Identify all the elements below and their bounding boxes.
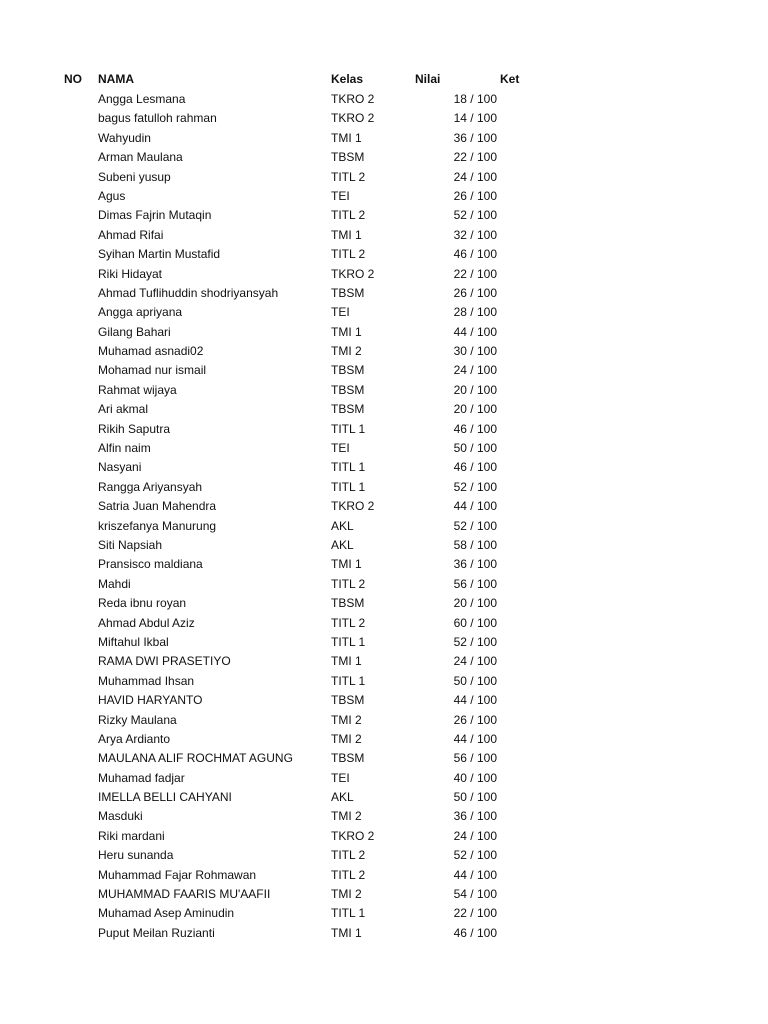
table-row bbox=[0, 400, 768, 419]
cell-nilai: 52 / 100 bbox=[453, 848, 497, 863]
table-row bbox=[0, 769, 768, 788]
table-row bbox=[0, 478, 768, 497]
table-row bbox=[0, 226, 768, 245]
cell-nama: Riki mardani bbox=[98, 828, 165, 843]
cell-nama: Subeni yusup bbox=[98, 169, 171, 184]
table-row bbox=[0, 323, 768, 342]
cell-nama: Siti Napsiah bbox=[98, 537, 163, 552]
cell-nilai: 40 / 100 bbox=[453, 770, 497, 785]
cell-kelas: TITL 1 bbox=[331, 906, 366, 921]
table-row bbox=[0, 924, 768, 943]
cell-kelas: TMI 1 bbox=[331, 324, 362, 339]
cell-nilai: 60 / 100 bbox=[453, 615, 497, 630]
cell-nilai: 22 / 100 bbox=[453, 150, 497, 165]
cell-nilai: 36 / 100 bbox=[453, 130, 497, 145]
cell-nama: Masduki bbox=[98, 809, 143, 824]
table-row bbox=[0, 536, 768, 555]
table-row bbox=[0, 827, 768, 846]
cell-nilai: 14 / 100 bbox=[453, 111, 497, 126]
cell-kelas: TEI bbox=[331, 305, 350, 320]
table-row bbox=[0, 555, 768, 574]
table-row bbox=[0, 594, 768, 613]
table-body bbox=[0, 90, 768, 943]
cell-nama: Agus bbox=[98, 188, 126, 203]
cell-nilai: 50 / 100 bbox=[453, 441, 497, 456]
cell-nilai: 44 / 100 bbox=[453, 867, 497, 882]
cell-nama: Mahdi bbox=[98, 576, 131, 591]
cell-nama: Arman Maulana bbox=[98, 150, 183, 165]
cell-nilai: 20 / 100 bbox=[453, 402, 497, 417]
cell-nama: Gilang Bahari bbox=[98, 324, 171, 339]
cell-kelas: TITL 1 bbox=[331, 460, 366, 475]
cell-nilai: 52 / 100 bbox=[453, 208, 497, 223]
cell-nama: RAMA DWI PRASETIYO bbox=[98, 654, 231, 669]
cell-nilai: 56 / 100 bbox=[453, 751, 497, 766]
cell-nama: Mohamad nur ismail bbox=[98, 363, 207, 378]
header-nama: NAMA bbox=[98, 72, 134, 86]
cell-nilai: 28 / 100 bbox=[453, 305, 497, 320]
table-row bbox=[0, 303, 768, 322]
cell-kelas: TEI bbox=[331, 441, 350, 456]
table-row bbox=[0, 730, 768, 749]
cell-nama: Arya Ardianto bbox=[98, 731, 171, 746]
cell-nama: Dimas Fajrin Mutaqin bbox=[98, 208, 212, 223]
table-row bbox=[0, 575, 768, 594]
table-row bbox=[0, 342, 768, 361]
cell-nama: Puput Meilan Ruzianti bbox=[98, 925, 215, 940]
cell-nama: Pransisco maldiana bbox=[98, 557, 203, 572]
header-nilai: Nilai bbox=[415, 72, 441, 86]
cell-kelas: TBSM bbox=[331, 150, 365, 165]
cell-nilai: 54 / 100 bbox=[453, 887, 497, 902]
table-row bbox=[0, 633, 768, 652]
cell-kelas: TBSM bbox=[331, 751, 365, 766]
cell-kelas: TBSM bbox=[331, 693, 365, 708]
cell-nilai: 24 / 100 bbox=[453, 828, 497, 843]
cell-nilai: 44 / 100 bbox=[453, 324, 497, 339]
cell-kelas: TITL 2 bbox=[331, 169, 366, 184]
cell-kelas: TMI 2 bbox=[331, 731, 362, 746]
cell-nama: Wahyudin bbox=[98, 130, 151, 145]
cell-nama: Rangga Ariyansyah bbox=[98, 479, 203, 494]
cell-kelas: TMI 1 bbox=[331, 925, 362, 940]
cell-kelas: TEI bbox=[331, 188, 350, 203]
cell-nama: Reda ibnu royan bbox=[98, 596, 187, 611]
cell-nilai: 18 / 100 bbox=[453, 92, 497, 106]
cell-nilai: 46 / 100 bbox=[453, 925, 497, 940]
cell-kelas: TKRO 2 bbox=[331, 111, 375, 126]
table-row bbox=[0, 749, 768, 768]
cell-kelas: TITL 2 bbox=[331, 848, 366, 863]
cell-nilai: 20 / 100 bbox=[453, 596, 497, 611]
cell-nama: Muhamad Asep Aminudin bbox=[98, 906, 235, 921]
cell-nama: Satria Juan Mahendra bbox=[98, 499, 217, 514]
header-ket: Ket bbox=[500, 72, 520, 86]
cell-nilai: 30 / 100 bbox=[453, 344, 497, 359]
table-header-row bbox=[0, 70, 768, 89]
cell-nilai: 52 / 100 bbox=[453, 518, 497, 533]
cell-nama: Ahmad Rifai bbox=[98, 227, 164, 242]
cell-nilai: 24 / 100 bbox=[453, 363, 497, 378]
cell-kelas: TBSM bbox=[331, 402, 365, 417]
cell-nilai: 46 / 100 bbox=[453, 421, 497, 436]
cell-nama: Muhammad Ihsan bbox=[98, 673, 195, 688]
cell-nilai: 36 / 100 bbox=[453, 557, 497, 572]
cell-nama: Nasyani bbox=[98, 460, 142, 475]
cell-nilai: 52 / 100 bbox=[453, 479, 497, 494]
cell-nama: Rahmat wijaya bbox=[98, 382, 177, 397]
cell-kelas: TITL 1 bbox=[331, 673, 366, 688]
table-row bbox=[0, 711, 768, 730]
cell-nilai: 58 / 100 bbox=[453, 537, 497, 552]
cell-kelas: TMI 2 bbox=[331, 712, 362, 727]
cell-nama: Rikih Saputra bbox=[98, 421, 171, 436]
cell-nilai: 52 / 100 bbox=[453, 634, 497, 649]
cell-nama: Ahmad Abdul Aziz bbox=[98, 615, 195, 630]
table-row bbox=[0, 497, 768, 516]
cell-kelas: AKL bbox=[331, 537, 354, 552]
table-row bbox=[0, 168, 768, 187]
cell-nama: kriszefanya Manurung bbox=[98, 518, 217, 533]
cell-nama: Syihan Martin Mustafid bbox=[98, 247, 221, 262]
cell-nilai: 50 / 100 bbox=[453, 790, 497, 805]
cell-nama: bagus fatulloh rahman bbox=[98, 111, 217, 126]
cell-kelas: TBSM bbox=[331, 363, 365, 378]
cell-nilai: 20 / 100 bbox=[453, 382, 497, 397]
cell-nama: Muhammad Fajar Rohmawan bbox=[98, 867, 257, 882]
table-row bbox=[0, 90, 768, 109]
cell-kelas: TEI bbox=[331, 770, 350, 785]
table-row bbox=[0, 691, 768, 710]
cell-nilai: 24 / 100 bbox=[453, 169, 497, 184]
cell-nilai: 26 / 100 bbox=[453, 285, 497, 300]
table-row bbox=[0, 846, 768, 865]
header-no: NO bbox=[64, 72, 82, 86]
cell-nilai: 26 / 100 bbox=[453, 188, 497, 203]
cell-nama: Angga Lesmana bbox=[98, 92, 186, 106]
cell-kelas: TITL 1 bbox=[331, 634, 366, 649]
cell-kelas: AKL bbox=[331, 790, 354, 805]
cell-kelas: TMI 1 bbox=[331, 557, 362, 572]
table-row bbox=[0, 129, 768, 148]
table-row bbox=[0, 885, 768, 904]
cell-nilai: 22 / 100 bbox=[453, 266, 497, 281]
cell-nilai: 32 / 100 bbox=[453, 227, 497, 242]
table-row bbox=[0, 866, 768, 885]
cell-nama: MUHAMMAD FAARIS MU'AAFII bbox=[98, 887, 271, 902]
cell-nilai: 24 / 100 bbox=[453, 654, 497, 669]
table-row bbox=[0, 517, 768, 536]
cell-kelas: TKRO 2 bbox=[331, 266, 375, 281]
cell-kelas: TBSM bbox=[331, 285, 365, 300]
cell-nama: Muhamad fadjar bbox=[98, 770, 185, 785]
table-row bbox=[0, 245, 768, 264]
cell-nilai: 44 / 100 bbox=[453, 731, 497, 746]
table-row bbox=[0, 807, 768, 826]
cell-nama: Ari akmal bbox=[98, 402, 149, 417]
cell-nama: Heru sunanda bbox=[98, 848, 174, 863]
table-row bbox=[0, 265, 768, 284]
header-kelas: Kelas bbox=[331, 72, 364, 86]
cell-nama: Miftahul Ikbal bbox=[98, 634, 169, 649]
cell-nama: IMELLA BELLI CAHYANI bbox=[98, 790, 232, 805]
cell-nilai: 46 / 100 bbox=[453, 247, 497, 262]
cell-kelas: TMI 2 bbox=[331, 887, 362, 902]
cell-kelas: TMI 2 bbox=[331, 344, 362, 359]
table-row bbox=[0, 614, 768, 633]
table-row bbox=[0, 652, 768, 671]
table-row bbox=[0, 439, 768, 458]
table-row bbox=[0, 458, 768, 477]
cell-kelas: AKL bbox=[331, 518, 354, 533]
cell-kelas: TITL 2 bbox=[331, 615, 366, 630]
table-row bbox=[0, 109, 768, 128]
cell-kelas: TITL 2 bbox=[331, 867, 366, 882]
cell-kelas: TITL 1 bbox=[331, 421, 366, 436]
cell-kelas: TMI 1 bbox=[331, 654, 362, 669]
cell-kelas: TITL 2 bbox=[331, 247, 366, 262]
cell-nama: Riki Hidayat bbox=[98, 266, 163, 281]
cell-kelas: TBSM bbox=[331, 382, 365, 397]
cell-nama: Alfin naim bbox=[98, 441, 151, 456]
cell-nilai: 26 / 100 bbox=[453, 712, 497, 727]
cell-kelas: TMI 1 bbox=[331, 227, 362, 242]
cell-nama: Ahmad Tuflihuddin shodriyansyah bbox=[98, 285, 279, 300]
table-row bbox=[0, 420, 768, 439]
cell-nama: Angga apriyana bbox=[98, 305, 183, 320]
table-row bbox=[0, 284, 768, 303]
table-row bbox=[0, 148, 768, 167]
cell-kelas: TITL 2 bbox=[331, 208, 366, 223]
table-row bbox=[0, 381, 768, 400]
table-row bbox=[0, 187, 768, 206]
table-row bbox=[0, 904, 768, 923]
cell-kelas: TKRO 2 bbox=[331, 92, 375, 106]
cell-nilai: 22 / 100 bbox=[453, 906, 497, 921]
cell-kelas: TMI 1 bbox=[331, 130, 362, 145]
cell-nilai: 56 / 100 bbox=[453, 576, 497, 591]
cell-nama: HAVID HARYANTO bbox=[98, 693, 203, 708]
cell-nilai: 50 / 100 bbox=[453, 673, 497, 688]
cell-nilai: 36 / 100 bbox=[453, 809, 497, 824]
table-row bbox=[0, 361, 768, 380]
cell-nama: Rizky Maulana bbox=[98, 712, 177, 727]
table-row bbox=[0, 206, 768, 225]
cell-nilai: 44 / 100 bbox=[453, 499, 497, 514]
cell-nama: Muhamad asnadi02 bbox=[98, 344, 204, 359]
cell-nilai: 44 / 100 bbox=[453, 693, 497, 708]
cell-kelas: TITL 1 bbox=[331, 479, 366, 494]
table-row bbox=[0, 788, 768, 807]
cell-nilai: 46 / 100 bbox=[453, 460, 497, 475]
cell-kelas: TITL 2 bbox=[331, 576, 366, 591]
cell-kelas: TBSM bbox=[331, 596, 365, 611]
table-row bbox=[0, 672, 768, 691]
cell-kelas: TMI 2 bbox=[331, 809, 362, 824]
cell-kelas: TKRO 2 bbox=[331, 828, 375, 843]
cell-kelas: TKRO 2 bbox=[331, 499, 375, 514]
cell-nama: MAULANA ALIF ROCHMAT AGUNG bbox=[98, 751, 293, 766]
